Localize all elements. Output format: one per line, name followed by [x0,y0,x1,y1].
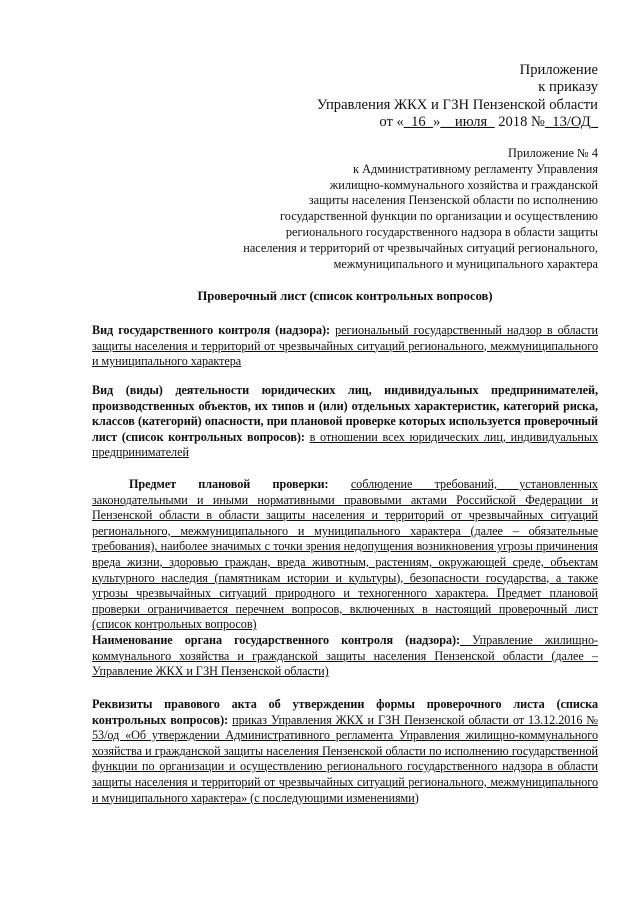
annex-line: межмуниципального и муниципального характера [333,256,598,271]
annex-line: жилищно-коммунального хозяйства и гражданской [329,177,598,192]
section-value: приказ Управления ЖКХ и ГЗН Пензенской области от 13.12.2016 № 53/од «Об утверждении Административного регламента Управления жилищно-коммунального хозяйства и гражданской защиты населения Пензенской области по исполнению государственной функции по организации и осуществлению регионального государственного надзора в области защиты населения и территорий от чрезвычайных ситуаций регионального, межмуниципального и муниципального характера» (с последующими изменениями) [92,712,598,805]
date-month: __июля_ [440,114,495,131]
section-label: Вид государственного контроля (надзора): [92,323,331,337]
date-quote-close: » [433,114,441,131]
header-line-annex: Приложение [519,62,598,78]
section-control-type [92,323,598,370]
section-control-authority [92,633,598,680]
section-value: Управление жилищно-коммунального хозяйства и гражданской защиты населения Пензенской области (далее – Управление ЖКХ и ГЗН Пензенской области) [92,633,598,679]
section-label: Предмет плановой проверки: [129,477,329,491]
date-day: _16_ [403,114,434,131]
section-legal-act [92,697,598,806]
annex-line: регионального государственного надзора в области защиты [285,224,598,239]
order-annex-header [317,62,598,132]
regulation-annex-header [243,146,598,272]
date-prefix: от « [379,114,404,131]
section-inspection-subject [92,477,598,633]
order-number: _13/ОД_ [544,114,598,131]
section-label: Наименование органа государственного контроля (надзора): [92,633,461,647]
annex-line: государственной функции по организации и осуществлению [280,209,598,224]
section-activity-types [92,383,598,461]
annex-line: защиты населения Пензенской области по исполнению [308,193,598,208]
document-title: Проверочный лист (список контрольных вопросов) [197,289,493,303]
date-year-number-sign: 2018 № [494,114,545,131]
section-value: в отношении всех юридических лиц, индивидуальных предпринимателей [92,429,599,460]
section-value: соблюдение требований, установленных законодательными и иными нормативными правовыми актами Российской Федерации и Пензенской области в области защиты населения и территорий от чрезвычайных ситуаций регионального, межмуниципального и муниципального характера (далее – обязательные требования), наиболее значимых с точки зрения недопущения возникновения угрозы причинения вреда жизни, здоровью граждан, вреда животным, растениям, окружающей среде, объектам культурного наследия (памятникам истории и культуры), безопасности государства, а также угрозы чрезвычайных ситуаций природного и техногенного характера. Предмет плановой проверки ограничивается перечнем вопросов, включенных в настоящий проверочный лист (список контрольных вопросов) [92,477,598,632]
header-line-to-order: к приказу [538,79,598,96]
header-line-authority: Управления ЖКХ и ГЗН Пензенской области [316,96,598,113]
annex-line: населения и территорий от чрезвычайных ситуаций регионального, [243,240,598,255]
section-label: Вид (виды) деятельности юридических лиц, индивидуальных предпринимателей, производственных объектов, их типов и (или) отдельных характеристик, категорий риска, классов (категорий) опасности, при плановой проверке которых используется проверочный лист (список контрольных вопросов): [92,383,598,444]
section-label: Реквизиты правового акта об утверждении формы проверочного листа (списка контрольных вопросов): [92,697,598,727]
annex-line: к Административному регламенту Управления [353,161,598,176]
header-line-date-number [317,114,598,131]
section-value: региональный государственный надзор в области защиты населения и территорий от чрезвычайных ситуаций регионального, межмуниципального и муниципального характера [92,323,598,369]
annex-line: Приложение № 4 [507,146,598,160]
